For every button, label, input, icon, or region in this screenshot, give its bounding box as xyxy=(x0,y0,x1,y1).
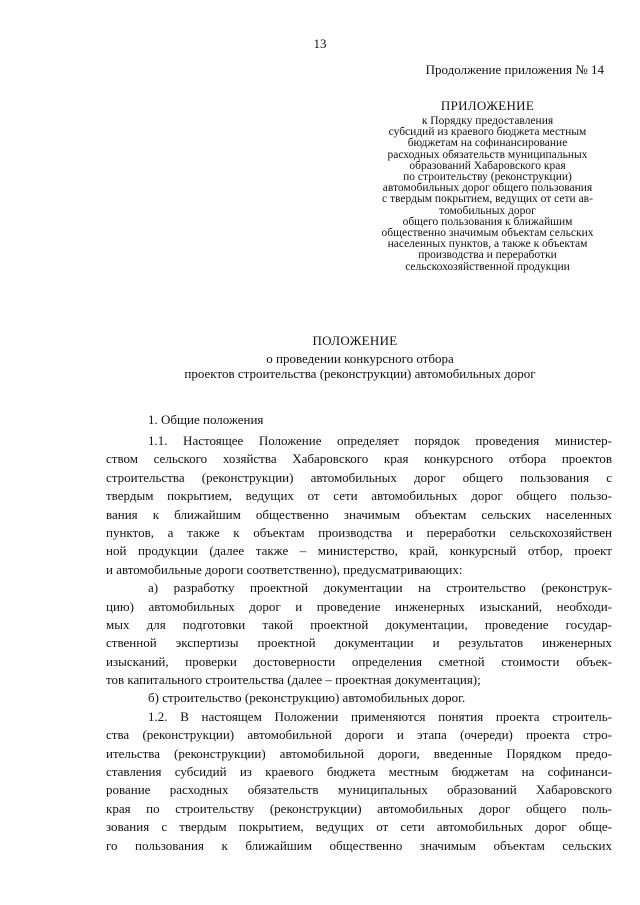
appendix-block xyxy=(365,98,610,273)
body-text xyxy=(106,432,612,855)
appendix-line: населенных пунктов, а также к объектам xyxy=(387,238,588,251)
text-line: ством сельского хозяйства Хабаровского края конкурсного отбора проектов xyxy=(106,451,612,467)
text-line: пунктов, а также к объектам производства и переработки сельскохозяйствен xyxy=(106,524,612,540)
text-line: а) разработку проектной документации на строительство (реконструк- xyxy=(148,580,612,596)
section-title: 1. Общие положения xyxy=(148,412,264,427)
text-line: ительства (реконструкции) автомобильной дороги, введенные Порядком предо- xyxy=(106,745,612,761)
text-line: цию) автомобильных дорог и проведение инженерных изысканий, необходи- xyxy=(106,598,612,614)
text-line: и автомобильные дороги соответственно), предусматривающих: xyxy=(106,561,463,577)
subtitle-line-1: о проведении конкурсного отбора xyxy=(266,351,454,366)
appendix-line: томобильных дорог xyxy=(439,204,536,217)
appendix-line: образований Хабаровского края xyxy=(409,159,566,172)
document-title: ПОЛОЖЕНИЕ xyxy=(312,333,398,348)
appendix-line: субсидий из краевого бюджета местным xyxy=(388,126,587,139)
text-line: ставления субсидий из краевого бюджета местным бюджетам на софинанси- xyxy=(106,764,612,780)
appendix-line: общего пользования к ближайшим xyxy=(402,215,573,228)
text-line: 1.1. Настоящее Положение определяет порядок проведения министер- xyxy=(148,433,612,448)
appendix-line: к Порядку предоставления xyxy=(421,115,554,127)
text-line: края по строительству (реконструкции) автомобильных дорог общего поль- xyxy=(106,800,612,816)
appendix-line: автомобильных дорог общего пользования xyxy=(382,182,593,195)
appendix-line: расходных обязательств муниципальных xyxy=(387,148,588,161)
appendix-line: бюджетам на софинансирование xyxy=(407,137,568,150)
text-line: твердым покрытием, ведущих от сети автомобильных дорог общего пользо- xyxy=(106,488,612,504)
text-line: строительства (реконструкции) автомобильных дорог общего пользования с xyxy=(106,469,612,485)
text-line: вания к ближайшим общественно значимым объектам сельских населенных xyxy=(106,506,612,522)
appendix-line: общественно значимым объектам сельских xyxy=(381,227,594,240)
text-line: б) строительство (реконструкцию) автомобильных дорог. xyxy=(148,690,466,706)
text-line: тов капитального строительства (далее – проектная документация); xyxy=(106,672,481,688)
text-line: 1.2. В настоящем Положении применяются понятия проекта строитель- xyxy=(148,708,612,724)
text-line: ства (реконструкции) автомобильной дороги и этапа (очереди) проекта стро- xyxy=(106,727,612,743)
text-line: ной продукции (далее также – министерство, край, конкурсный отбор, проект xyxy=(106,543,612,559)
text-line: мых для подготовки такой проектной документации, проведение государ- xyxy=(106,616,612,632)
text-line: рование расходных обязательств муниципальных образований Хабаровского xyxy=(106,782,612,798)
text-line: ственной экспертизы проектной документации и результатов инженерных xyxy=(106,635,612,651)
appendix-title: ПРИЛОЖЕНИЕ xyxy=(440,98,535,113)
subtitle-line-2: проектов строительства (реконструкции) автомобильных дорог xyxy=(184,366,536,381)
document-subtitle xyxy=(0,351,640,381)
page-number: 13 xyxy=(313,36,327,51)
appendix-line: по строительству (реконструкции) xyxy=(403,171,572,184)
appendix-line: производства и переработки xyxy=(418,249,557,262)
text-line: зования с твердым покрытием, ведущих от сети автомобильных дорог обще- xyxy=(106,819,612,835)
text-line: изысканий, проверки достоверности определения сметной стоимости объек- xyxy=(106,653,612,669)
text-line: го пользования к ближайшим общественно значимым объектам сельских xyxy=(106,837,612,853)
appendix-line: с твердым покрытием, ведущих от сети ав- xyxy=(382,193,593,206)
appendix-line: сельскохозяйственной продукции xyxy=(405,260,570,273)
continuation-note: Продолжение приложения № 14 xyxy=(425,62,604,77)
